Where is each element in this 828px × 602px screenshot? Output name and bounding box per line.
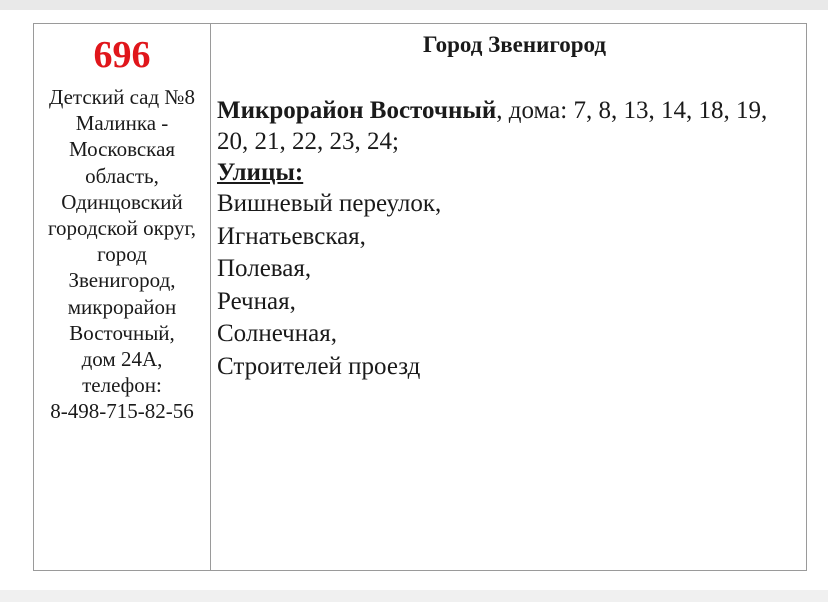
street-item: Игнатьевская,	[217, 222, 366, 250]
street-item: Полевая,	[217, 255, 312, 282]
station-address	[34, 84, 210, 425]
district-name: Микрорайон Восточный	[217, 97, 497, 124]
city-title: Город Звенигород	[422, 32, 607, 57]
street-item: Строителей проезд	[217, 352, 421, 380]
station-number: 696	[93, 34, 151, 76]
top-background-strip	[0, 0, 828, 10]
district-houses	[217, 95, 802, 157]
address-line: микрорайон	[67, 294, 177, 319]
address-line: область,	[85, 163, 159, 188]
address-line: Детский сад №8	[49, 85, 195, 109]
address-line: Московская	[68, 137, 176, 162]
address-line: Малинка -	[75, 111, 169, 136]
street-item: Солнечная,	[217, 320, 337, 347]
street-item: Речная,	[217, 287, 296, 315]
bottom-background-strip	[0, 590, 828, 602]
address-line: Восточный,	[69, 320, 175, 345]
address-line: городской округ,	[47, 216, 197, 241]
streets-heading: Улицы:	[217, 159, 304, 186]
address-line: дом 24А,	[81, 347, 163, 372]
street-item: Вишневый переулок,	[217, 190, 442, 217]
streets-list	[217, 188, 802, 383]
column-divider	[210, 24, 211, 570]
area-cell	[217, 24, 802, 383]
houses-list: , дома: 7, 8, 13, 14, 18, 19, 20, 21, 22, 23, 24;	[217, 97, 768, 155]
address-line: Одинцовский	[61, 189, 183, 214]
polling-station-table	[33, 23, 807, 571]
station-phone: 8-498-715-82-56	[50, 399, 194, 424]
address-line: город	[97, 242, 147, 267]
address-line: телефон:	[82, 373, 162, 398]
station-info-cell	[34, 24, 210, 425]
address-line: Звенигород,	[68, 268, 176, 293]
